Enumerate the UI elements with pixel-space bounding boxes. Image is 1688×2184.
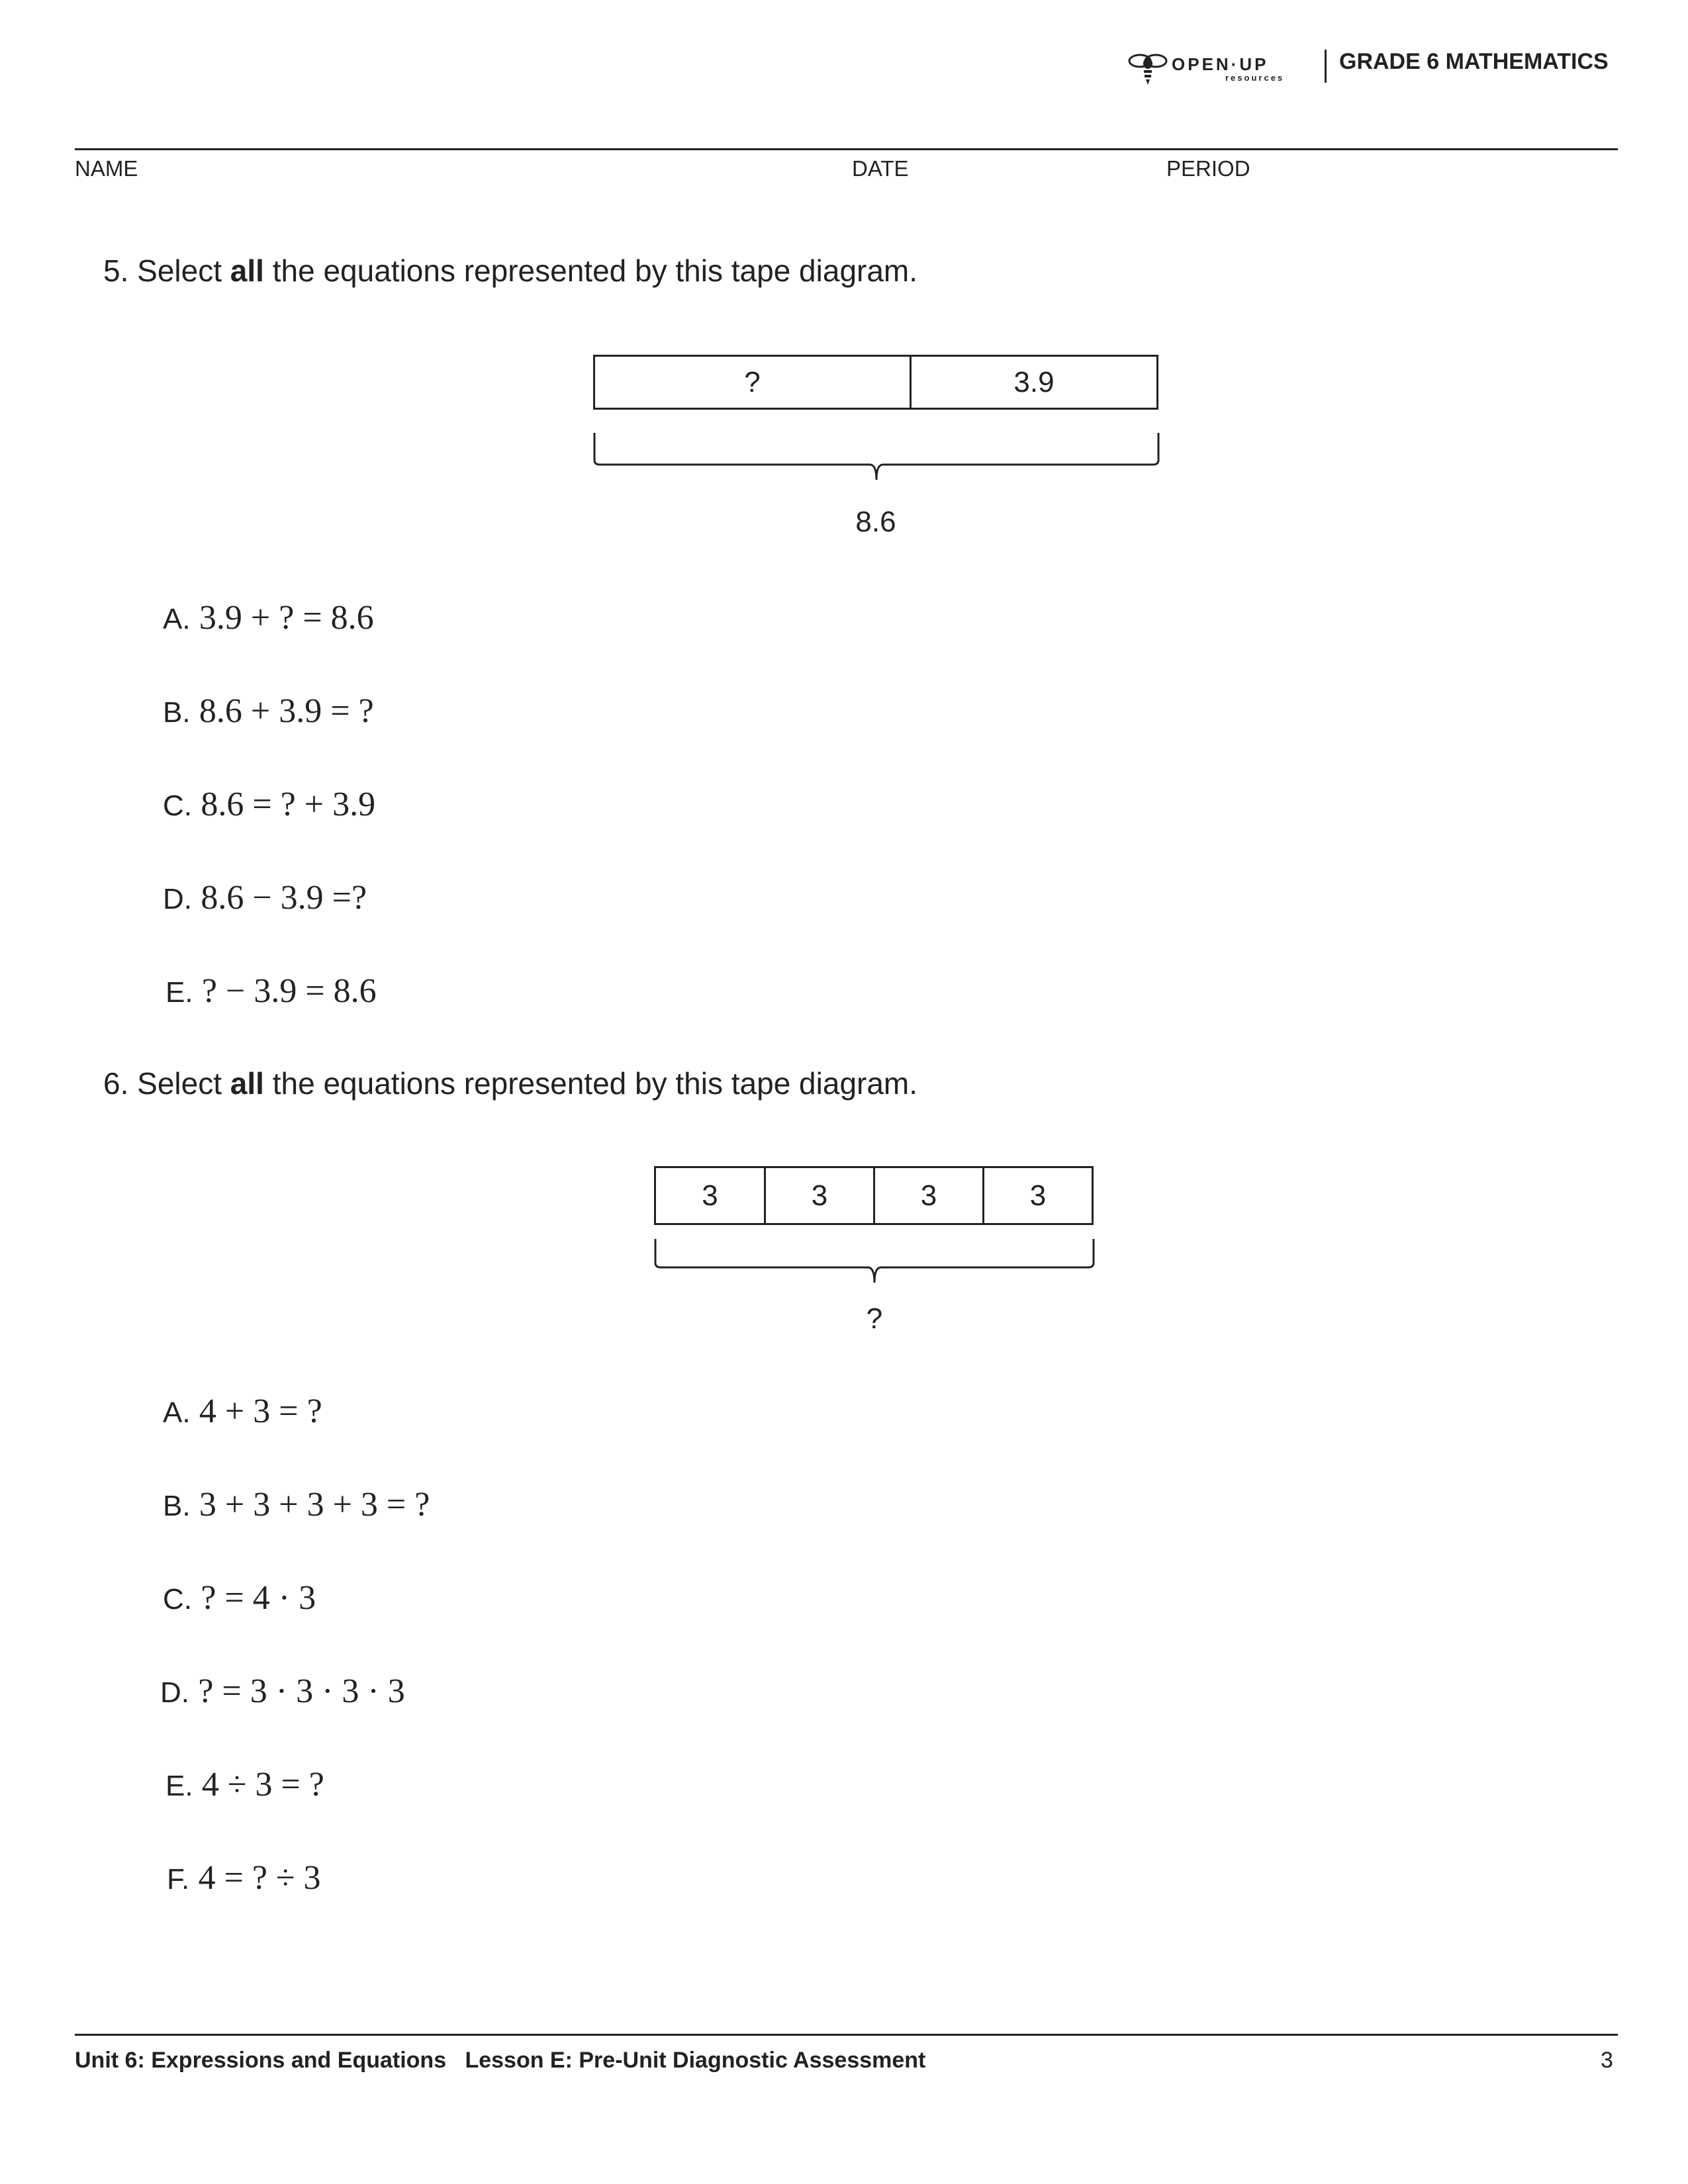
tape-diagram-q6	[654, 1166, 1094, 1225]
brace-q5	[592, 430, 1161, 494]
tape-diagram-q5	[593, 355, 1158, 410]
option-letter: C.	[163, 790, 192, 822]
option-6b[interactable]	[163, 1485, 430, 1524]
tape-cell: 3	[875, 1168, 984, 1223]
option-6e[interactable]	[165, 1765, 324, 1804]
option-5d[interactable]	[163, 878, 367, 917]
option-letter: E.	[165, 976, 193, 1009]
option-6d[interactable]	[160, 1672, 405, 1711]
option-letter: B.	[163, 1490, 191, 1522]
option-letter: E.	[165, 1770, 193, 1802]
option-letter: F.	[167, 1863, 190, 1895]
option-letter: C.	[163, 1583, 192, 1615]
grade-title: GRADE 6 MATHEMATICS	[1339, 49, 1609, 74]
option-equation: 4 ÷ 3 = ?	[201, 1766, 324, 1803]
question-number: 5.	[103, 253, 129, 288]
option-equation: 4 = ? ÷ 3	[198, 1859, 321, 1897]
page-number: 3	[1601, 2048, 1613, 2073]
tape-cell: 3	[1029, 1179, 1047, 1212]
period-label: PERIOD	[1166, 156, 1250, 181]
option-equation: 8.6 + 3.9 = ?	[199, 692, 374, 730]
date-label: DATE	[852, 156, 909, 181]
option-letter: A.	[163, 1396, 191, 1429]
header-rule	[75, 148, 1618, 150]
option-6f[interactable]	[167, 1858, 321, 1897]
tape-cell-unknown: ?	[595, 357, 912, 408]
footer-rule	[75, 2034, 1618, 2036]
footer-lesson: Lesson E: Pre-Unit Diagnostic Assessment	[465, 2048, 926, 2073]
name-label: NAME	[75, 156, 138, 181]
tape-total-q6: ?	[866, 1302, 883, 1335]
option-6a[interactable]	[163, 1392, 322, 1431]
option-equation: 3.9 + ? = 8.6	[199, 599, 374, 637]
question-suffix: the equations represented by this tape diagram.	[272, 1066, 918, 1101]
option-5a[interactable]	[163, 598, 374, 637]
question-emphasis: all	[230, 253, 264, 288]
tape-total-q5: 8.6	[855, 506, 896, 538]
question-number: 6.	[103, 1066, 129, 1101]
option-equation: ? = 4 · 3	[201, 1579, 316, 1617]
footer-unit: Unit 6: Expressions and Equations	[75, 2048, 447, 2073]
tape-cell: 3	[766, 1168, 875, 1223]
tape-cell-value: 3.9	[1013, 365, 1055, 398]
brace-q6	[653, 1236, 1096, 1296]
option-letter: D.	[163, 883, 192, 915]
tape-cell: 3	[656, 1168, 766, 1223]
question-emphasis: all	[230, 1066, 264, 1101]
question-suffix: the equations represented by this tape diagram.	[272, 253, 918, 288]
header-divider	[1325, 50, 1327, 83]
question-5-prompt	[103, 253, 917, 289]
option-letter: B.	[163, 696, 191, 729]
option-equation: 3 + 3 + 3 + 3 = ?	[199, 1486, 430, 1524]
option-5b[interactable]	[163, 692, 374, 731]
option-equation: 4 + 3 = ?	[199, 1392, 322, 1430]
option-equation: 8.6 = ? + 3.9	[201, 786, 376, 823]
option-letter: D.	[160, 1676, 189, 1709]
footer-unit-lesson	[75, 2048, 925, 2073]
option-equation: 8.6 − 3.9 =?	[201, 879, 367, 917]
question-6-prompt	[103, 1066, 917, 1101]
option-letter: A.	[163, 603, 191, 635]
option-5c[interactable]	[163, 785, 375, 824]
option-equation: ? − 3.9 = 8.6	[201, 972, 377, 1010]
option-5e[interactable]	[165, 972, 377, 1011]
option-equation: ? = 3 · 3 · 3 · 3	[198, 1672, 405, 1710]
question-prefix: Select	[137, 1066, 222, 1101]
question-prefix: Select	[137, 253, 222, 288]
option-6c[interactable]	[163, 1578, 316, 1617]
logo-text: OPEN·UP	[1172, 54, 1269, 74]
logo-subtext: resources	[1225, 73, 1285, 83]
